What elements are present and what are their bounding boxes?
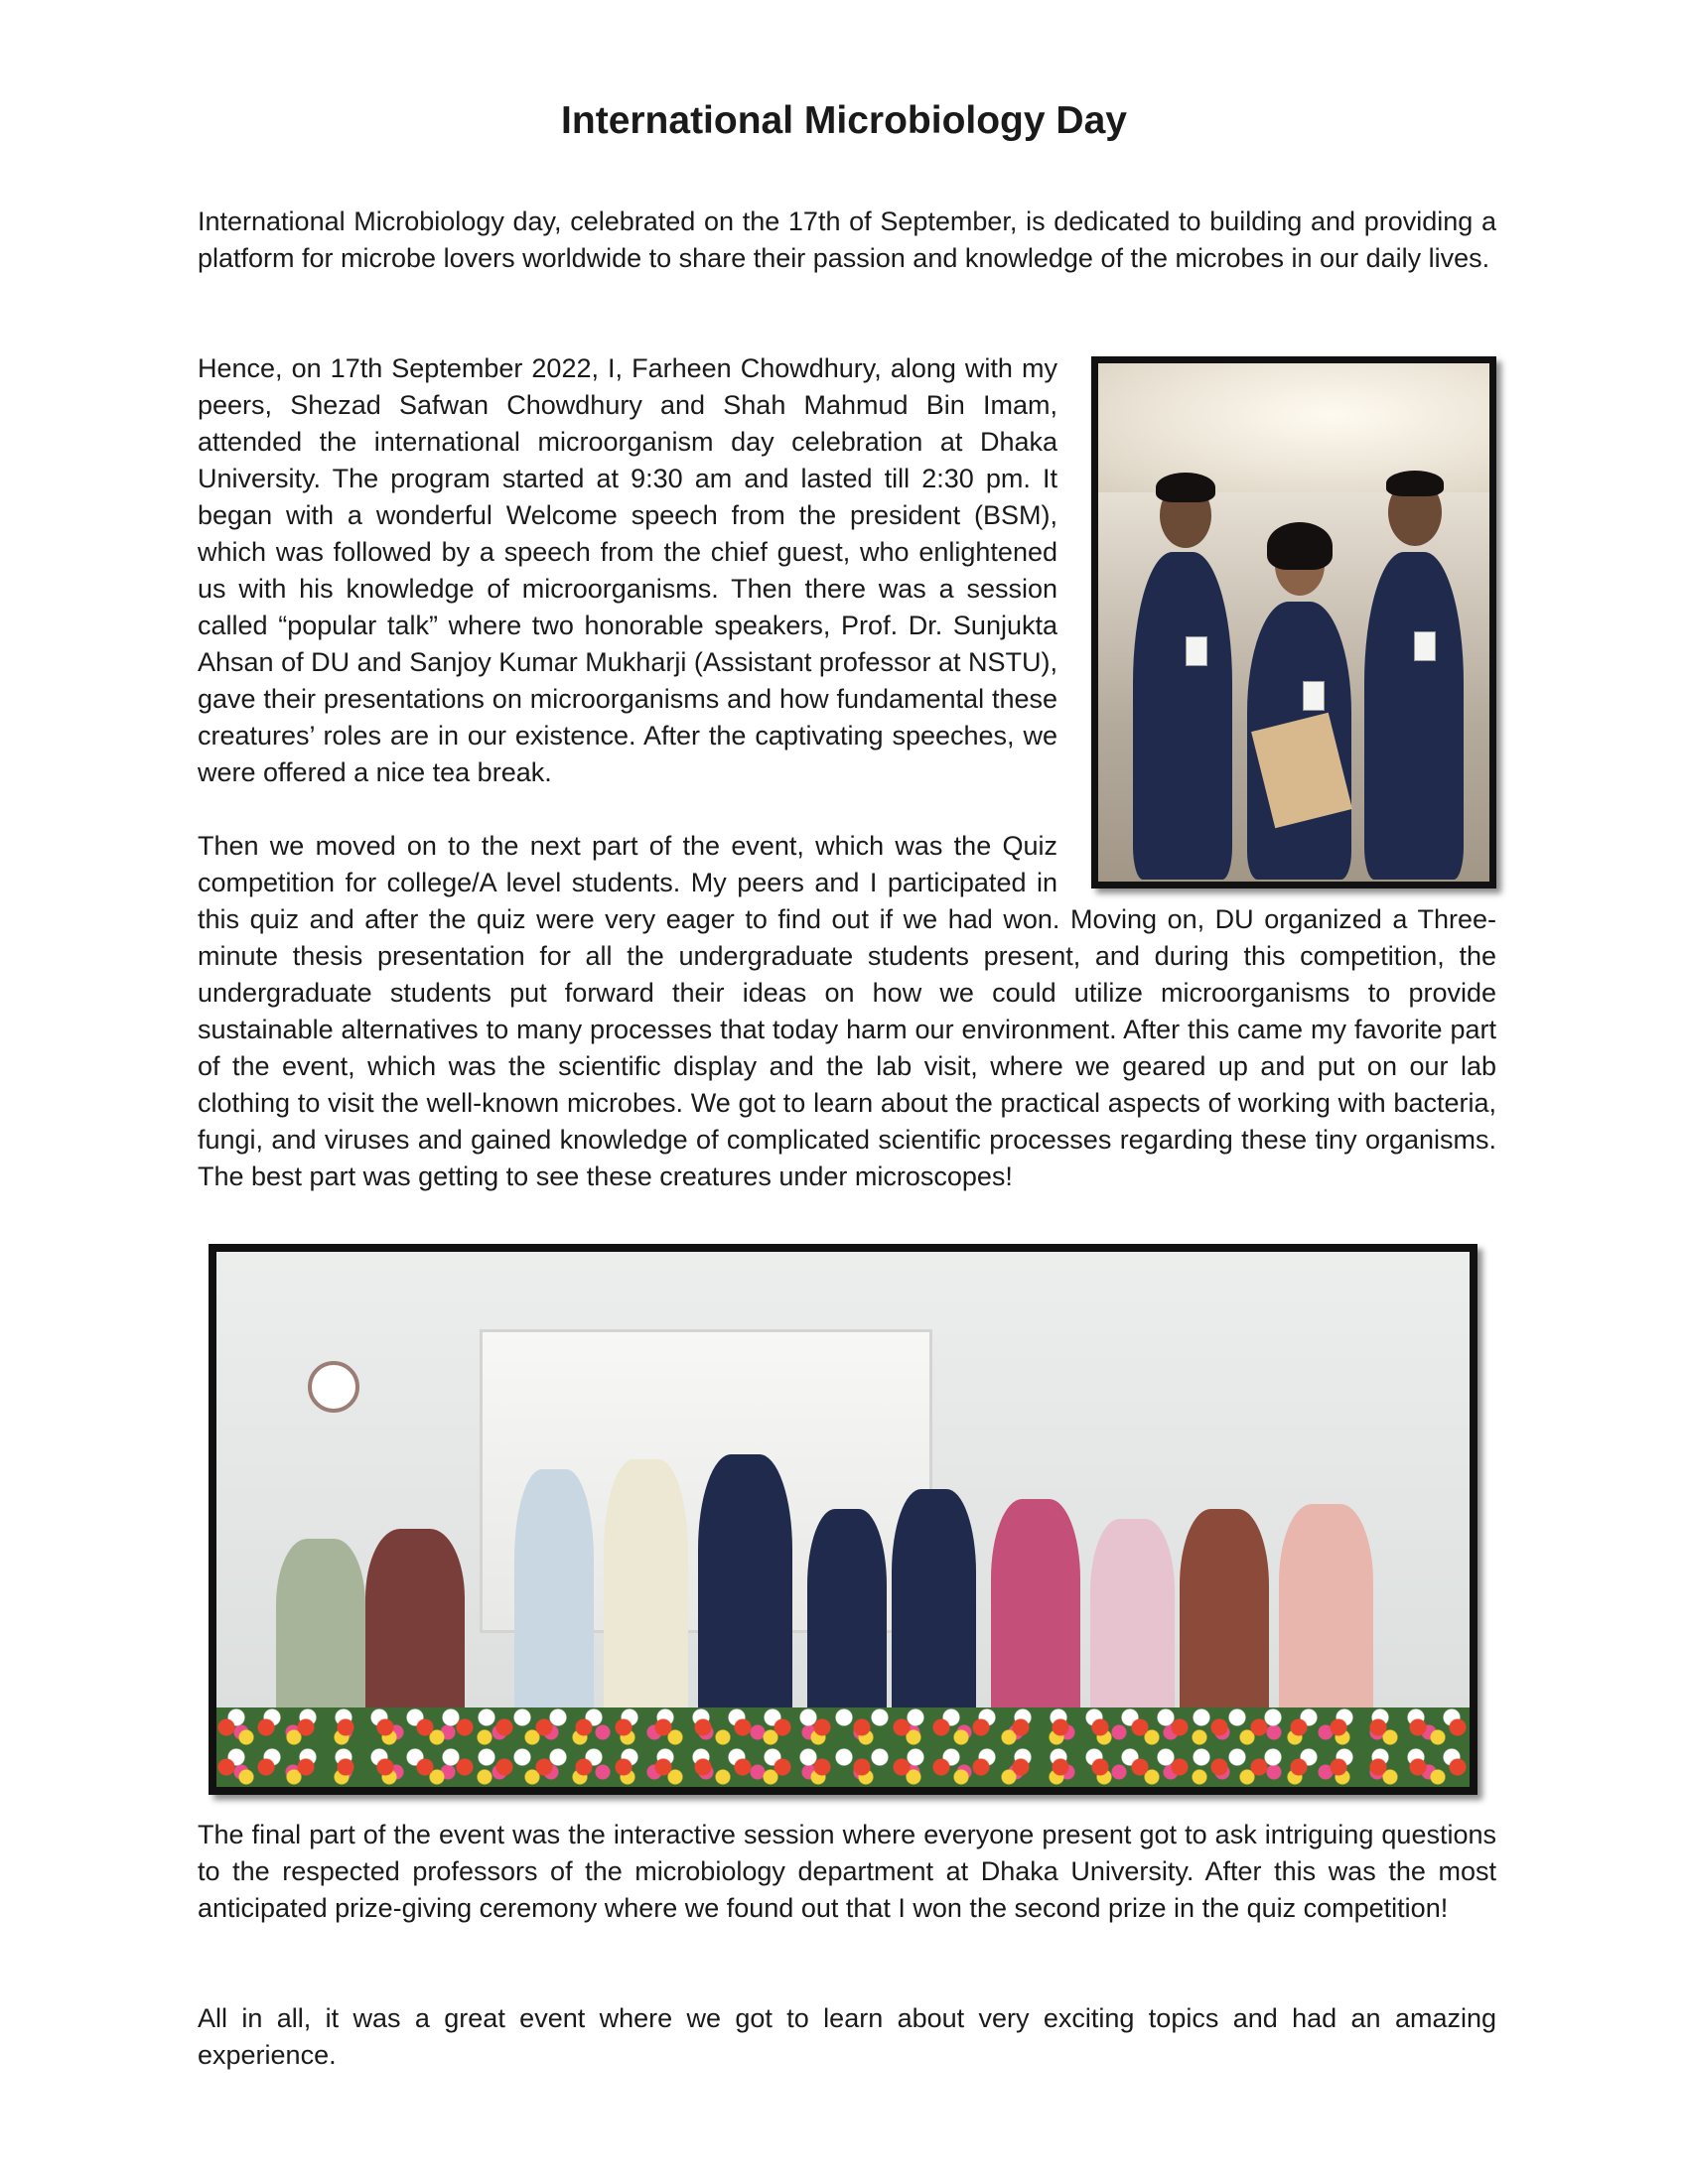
paragraph-conclusion: All in all, it was a great event where we got to learn about very exciting topics and had an amazing experience. — [198, 2003, 1496, 2070]
paragraph-prize-giving: The final part of the event was the interactive session where everyone present got to ask intriguing questions to the respected professors of the microbiology department at Dhaka University. After this was the most anticipated prize-giving ceremony where we found out that I won the second prize in the quiz competition! — [198, 1820, 1496, 1923]
photo-person — [276, 1539, 365, 1727]
paragraph-attendance: Hence, on 17th September 2022, I, Farheen Chowdhury, along with my peers, Shezad Safwan Chowdhury and Shah Mahmud Bin Imam, attended the international microorganism day celebration at Dhaka University. The program started at 9:30 am and lasted till 2:30 pm. It began with a wonderful Welcome speech from the president (BSM), which was followed by a speech from the chief guest, who enlightened us with his knowledge of microorganisms. Then there was a session called “popular talk” where two honorable speakers, Prof. Dr. Sunjukta Ahsan of DU and Sanjoy Kumar Mukharji (Assistant professor at NSTU), gave their presentations on microorganisms and how fundamental these creatures’ roles are in our existence. After the captivating speeches, we were offered a nice tea break. — [198, 353, 1057, 787]
paragraph-event-body — [198, 350, 1496, 1195]
photo-person — [604, 1459, 688, 1727]
photo-person — [1279, 1504, 1373, 1727]
photo-person — [1133, 552, 1232, 880]
photo-person — [1180, 1509, 1269, 1727]
photo-person — [365, 1529, 465, 1727]
photo-person — [1364, 552, 1464, 880]
photo-person — [514, 1469, 594, 1727]
photo-person — [1090, 1519, 1175, 1727]
photo-three-students — [1091, 356, 1496, 888]
photo-person — [807, 1509, 887, 1727]
flower-arrangement — [216, 1707, 1470, 1787]
wall-clock-icon — [308, 1361, 359, 1413]
photo-prize-ceremony-group — [209, 1244, 1477, 1795]
paragraph-intro: International Microbiology day, celebrated on the 17th of September, is dedicated to building and providing a platform for microbe lovers worldwide to share their passion and knowledge of the microbes in our daily lives. — [198, 206, 1496, 273]
photo-person — [698, 1454, 792, 1727]
page-title: International Microbiology Day — [561, 99, 1127, 142]
photo-person — [991, 1499, 1080, 1727]
paragraph-quiz-and-lab: Then we moved on to the next part of the event, which was the Quiz competition for college/A level students. My peers and I participated in this quiz and after the quiz were very eager to find out if we had won. Moving on, DU organized a Three-minute thesis presentation for all the undergraduate students present, and during this competition, the undergraduate students put forward their ideas on how we could utilize microorganisms to provide sustainable alternatives to many processes that today harm our environment. After this came my favorite part of the event, which was the scientific display and the lab visit, where we geared up and put on our lab clothing to visit the well-known microbes. We got to learn about the practical aspects of working with bacteria, fungi, and viruses and gained knowledge of complicated scientific processes regarding these tiny organisms. The best part was getting to see these creatures under microscopes! — [198, 831, 1496, 1191]
photo-person — [892, 1489, 976, 1727]
